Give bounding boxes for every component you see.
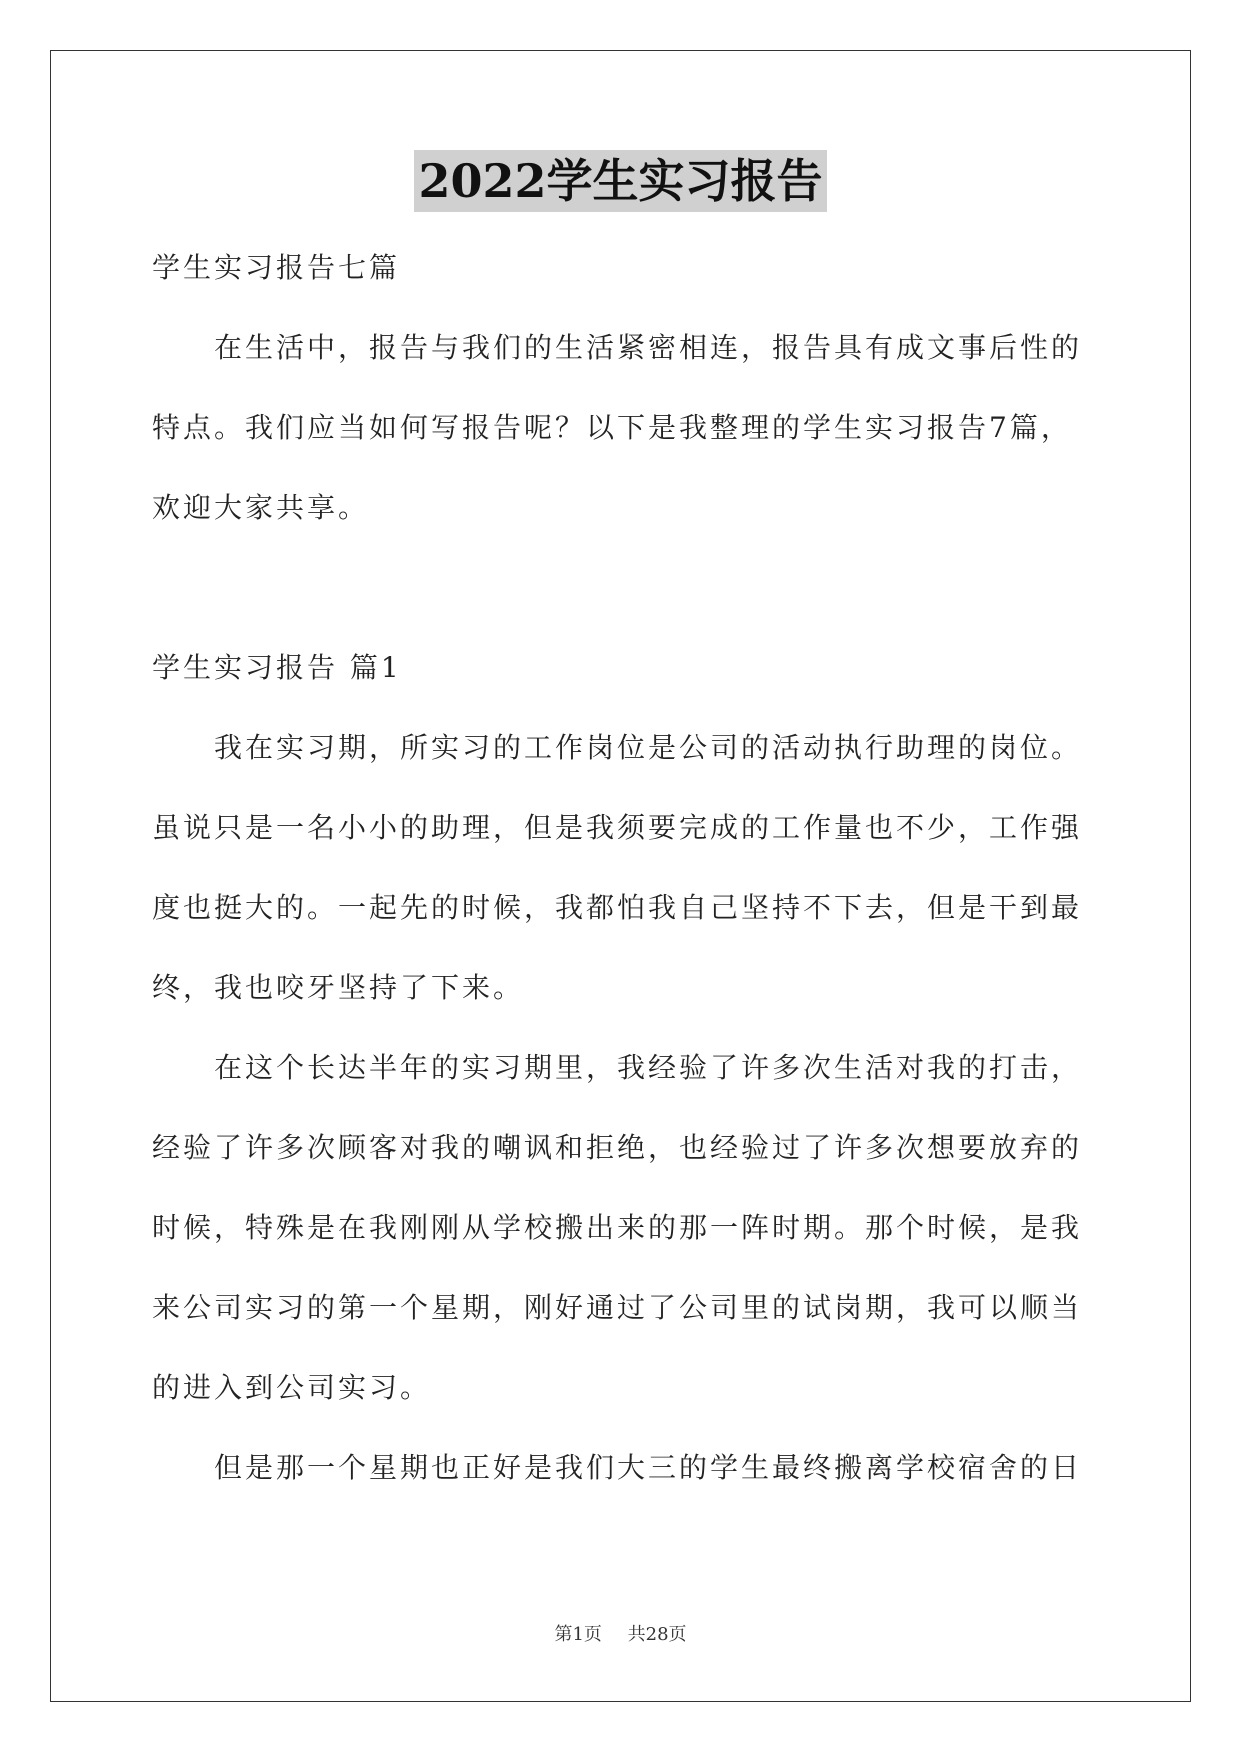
- paragraph-line: 但是那一个星期也正好是我们大三的学生最终搬离学校宿舍的日: [214, 1451, 1083, 1484]
- page-number-total: 共28页: [627, 1624, 687, 1645]
- section-heading: 学生实习报告 篇1: [152, 651, 402, 684]
- intro-line: 特点。我们应当如何写报告呢？以下是我整理的学生实习报告7篇，: [152, 411, 1072, 444]
- document-body: [152, 228, 1090, 1508]
- paragraph-line: 的进入到公司实习。: [152, 1371, 432, 1404]
- document-title-text: 2022学生实习报告: [414, 150, 826, 212]
- paragraph-line: 终，我也咬牙坚持了下来。: [152, 971, 525, 1004]
- paragraph-line: 虽说只是一名小小的助理，但是我须要完成的工作量也不少，工作强: [152, 811, 1083, 844]
- spacer: [152, 548, 1090, 628]
- page-number-current: 第1页: [554, 1624, 602, 1645]
- paragraph-line: 度也挺大的。一起先的时候，我都怕我自己坚持不下去，但是干到最: [152, 891, 1083, 924]
- intro-line: 在生活中，报告与我们的生活紧密相连，报告具有成文事后性的: [214, 331, 1083, 364]
- page-footer: [0, 1620, 1241, 1646]
- paragraph-line: 来公司实习的第一个星期，刚好通过了公司里的试岗期，我可以顺当: [152, 1291, 1083, 1324]
- paragraph-line: 在这个长达半年的实习期里，我经验了许多次生活对我的打击，: [214, 1051, 1083, 1084]
- paragraph-line: 时候，特殊是在我刚刚从学校搬出来的那一阵时期。那个时候，是我: [152, 1211, 1083, 1244]
- document-title: [0, 150, 1241, 212]
- paragraph-line: 我在实习期，所实习的工作岗位是公司的活动执行助理的岗位。: [214, 731, 1083, 764]
- paragraph-line: 经验了许多次顾客对我的嘲讽和拒绝，也经验过了许多次想要放弃的: [152, 1131, 1083, 1164]
- intro-line: 欢迎大家共享。: [152, 491, 370, 524]
- document-subtitle: 学生实习报告七篇: [152, 251, 401, 284]
